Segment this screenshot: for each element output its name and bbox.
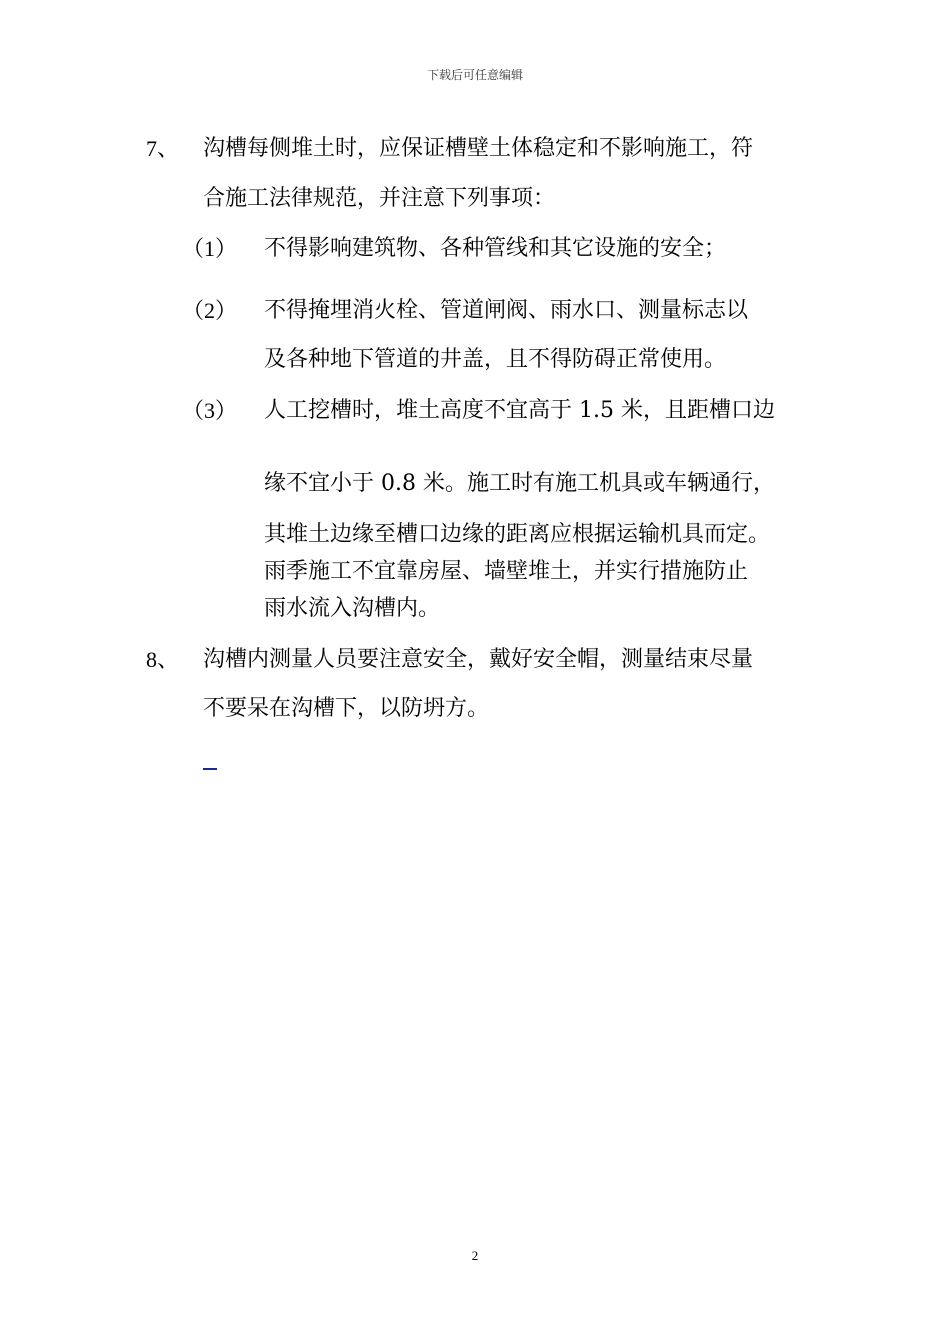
- subitem-1-marker: （1）: [182, 236, 238, 261]
- subitem-3-line-3: 其堆土边缘至槽口边缘的距离应根据运输机具而定。: [264, 522, 771, 547]
- subitem-3-marker: （3）: [182, 398, 238, 423]
- item-8-line-2: 不要呆在沟槽下，以防坍方。: [203, 696, 490, 721]
- subitem-1-line-1: 不得影响建筑物、各种管线和其它设施的安全；: [264, 236, 727, 261]
- item-7-line-1: 沟槽每侧堆土时，应保证槽壁土体稳定和不影响施工，符: [203, 136, 754, 161]
- text-cursor-mark: [203, 768, 217, 770]
- page-header: 下载后可任意编辑: [426, 68, 523, 82]
- item-7-line-2: 合施工法律规范，并注意下列事项：: [203, 186, 556, 211]
- page-number: 2: [471, 1248, 479, 1263]
- subitem-3-line-2: 缘不宜小于 0.8 米。施工时有施工机具或车辆通行，: [264, 471, 775, 496]
- subitem-2-line-2: 及各种地下管道的井盖，且不得防碍正常使用。: [264, 347, 727, 372]
- subitem-2-line-1: 不得掩埋消火栓、管道闸阀、雨水口、测量标志以: [264, 298, 749, 323]
- subitem-3-line-4: 雨季施工不宜靠房屋、墙壁堆土，并实行措施防止: [264, 559, 749, 584]
- subitem-3-line-1: 人工挖槽时，堆土高度不宜高于 1.5 米，且距槽口边: [264, 398, 775, 423]
- item-8-line-1: 沟槽内测量人员要注意安全，戴好安全帽，测量结束尽量: [203, 647, 754, 672]
- subitem-2-marker: （2）: [182, 298, 238, 323]
- item-7-marker: 7、: [146, 136, 180, 161]
- subitem-3-line-5: 雨水流入沟槽内。: [264, 596, 441, 621]
- item-8-marker: 8、: [146, 647, 180, 672]
